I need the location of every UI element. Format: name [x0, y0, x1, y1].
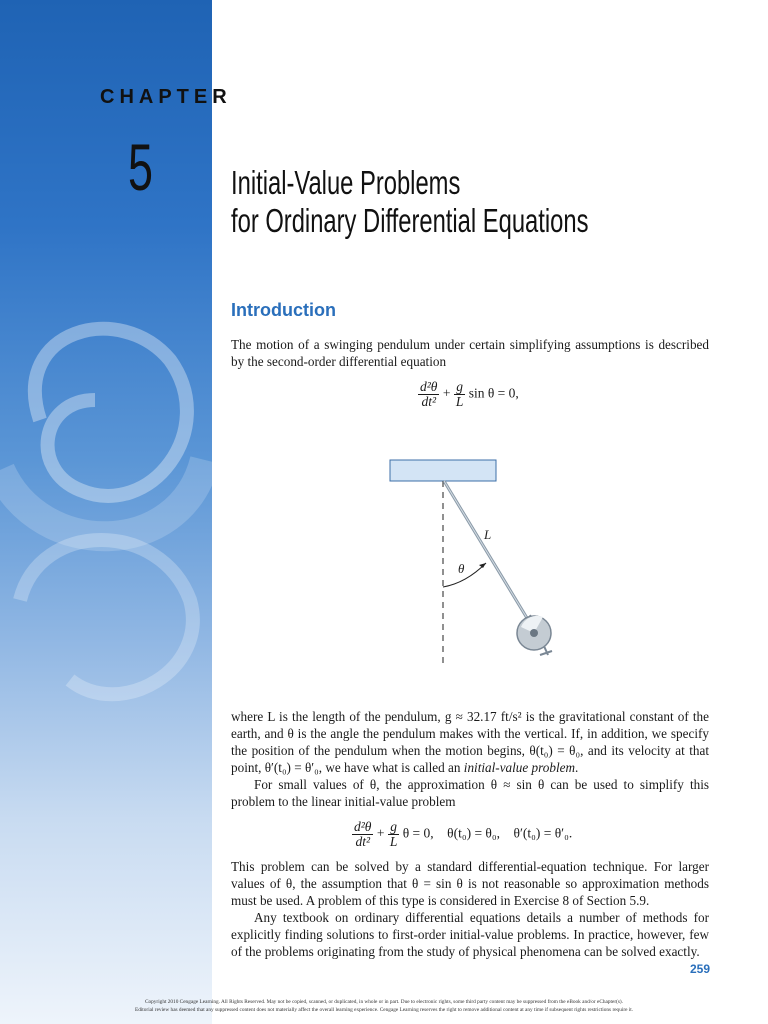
- pendulum-bob: [517, 615, 552, 655]
- chapter-sidebar: [0, 0, 212, 1024]
- g-over-l-fraction: $\frac{g}{L}$: [389, 819, 398, 849]
- label-length: L: [484, 527, 492, 542]
- pendulum-figure: [380, 455, 560, 670]
- sidebar-swirl-decoration: [0, 0, 212, 1024]
- initial-value-problem-term: initial-value problem: [463, 760, 576, 775]
- angle-arc: [443, 563, 486, 587]
- pendulum-rod-highlight: [444, 481, 530, 623]
- copyright-line-1: Copyright 2010 Cengage Learning. All Rights Reserved. May not be copied, scanned, or duplicated, in whole or in part. Due to electronic rights, some third party content may be suppressed from the eBook and/or eChapter(s).: [144, 999, 624, 1005]
- pendulum-ceiling: [390, 460, 496, 481]
- chapter-label: CHAPTER: [100, 86, 232, 108]
- chapter-title: [231, 164, 588, 240]
- definition-paragraph: where L is the length of the pendulum, g ≈ 32.17 ft/s² is the gravitational constant of the earth, and θ is the angle the pendulum makes with the vertical. If, in addition, we specify the position of the pendulum when the motion begins, θ(t₀) = θ₀, and its velocity at that point, θ′(t₀) = θ′₀, we have what is called an initial-value problem. For small values of θ, the approximation θ ≈ sin θ can be used to simplify this problem to the linear initial-value problem: [231, 709, 709, 809]
- linearization-paragraph: For small values of θ, the approximation θ ≈ sin θ can be used to simplify this problem to the linear initial-value problem: [231, 777, 709, 809]
- closing-paragraph-2: Any textbook on ordinary differential equations details a number of methods for explicitly finding solutions to first-order initial-value problems. In practice, however, few of the problems originating from the study of physical phenomena can be solved exactly.: [231, 910, 709, 959]
- chapter-title-line-1: Initial-Value Problems: [231, 164, 461, 201]
- chapter-title-line-2: for Ordinary Differential Equations: [231, 202, 589, 239]
- closing-paragraph-1: This problem can be solved by a standard differential-equation technique. For larger values of θ, the assumption that θ = sin θ is not reasonable so approximation methods must be used. A problem of this type is considered in Exercise 8 of Section 5.9.: [231, 859, 709, 908]
- copyright-line-2: Editorial review has deemed that any suppressed content does not materially affect the overall learning experience. Cengage Learning reserves the right to remove additional content at any time if subsequent rights restrictions require it.: [134, 1007, 634, 1013]
- g-over-l-fraction: $\frac{g}{L}$: [455, 379, 464, 409]
- linear-ivp-equation: $\frac{\text{d²θ}}{\text{dt²}}$ + $\frac{g}{L}$ θ = 0, θ(t₀) = θ₀, θ′(t₀) = θ′₀.: [354, 819, 573, 849]
- section-heading: Introduction: [231, 300, 336, 320]
- angle-arrow-icon: [479, 563, 486, 568]
- intro-paragraph: The motion of a swinging pendulum under certain simplifying assumptions is described by the second-order differential equation: [231, 337, 709, 369]
- page-number: 259: [690, 962, 711, 976]
- chapter-number: 5: [128, 130, 153, 204]
- second-derivative-fraction: $\frac{\text{d²θ}}{\text{dt²}}$: [420, 379, 438, 409]
- copyright-notice: [30, 998, 738, 1014]
- closing-paragraphs: [231, 858, 709, 960]
- label-theta: θ: [458, 561, 465, 576]
- pendulum-equation: $\frac{\text{d²θ}}{\text{dt²}}$ + $\frac{g}{L}$ sin θ = 0,: [420, 379, 519, 409]
- second-derivative-fraction: $\frac{\text{d²θ}}{\text{dt²}}$: [354, 819, 372, 849]
